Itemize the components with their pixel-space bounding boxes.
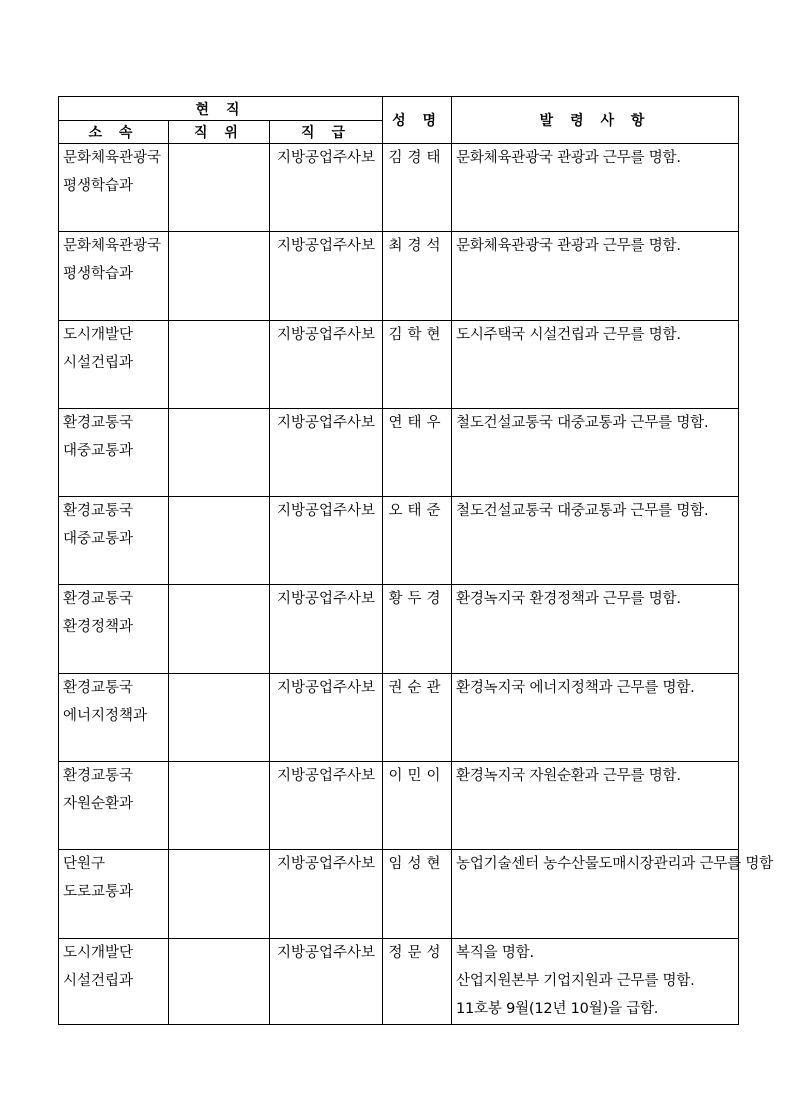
appointment-line: 문화체육관광국 관광과 근무를 명함.: [456, 150, 681, 166]
name-cell: 권순관: [383, 673, 452, 761]
table-row: [59, 497, 739, 585]
appointment-line: 환경녹지국 에너지정책과 근무를 명함.: [456, 679, 695, 696]
appointment-line: 문화체육관광국 관광과 근무를 명함.: [456, 238, 681, 255]
rank-cell: 지방공업주사보: [270, 762, 383, 850]
rank-cell: 지방공업주사보: [270, 938, 383, 1024]
affiliation-section: 시설건립과: [63, 972, 134, 989]
name-cell: 최경석: [383, 232, 452, 320]
post-cell: [169, 497, 270, 585]
post-cell: [169, 585, 270, 673]
header-post: 직 위: [169, 121, 270, 144]
table-row: [59, 673, 739, 761]
appointment-line: 농업기술센터 농수산물도매시장관리과 근무를 명함: [456, 856, 774, 873]
post-cell: [169, 144, 270, 232]
affiliation-cell: [59, 850, 169, 938]
affiliation-cell: [59, 497, 169, 585]
table-row: [59, 850, 739, 938]
post-cell: [169, 673, 270, 761]
name-cell: 김학현: [383, 320, 452, 408]
appointment-cell: [452, 144, 739, 232]
post-cell: [169, 320, 270, 408]
affiliation-section: 대중교통과: [63, 442, 134, 459]
appointment-cell: [452, 762, 739, 850]
appointment-line: 도시주택국 시설건립과 근무를 명함.: [456, 326, 681, 343]
appointment-cell: [452, 673, 739, 761]
table-row: [59, 320, 739, 408]
rank-cell: 지방공업주사보: [270, 497, 383, 585]
post-cell: [169, 408, 270, 496]
rank-cell: 지방공업주사보: [270, 673, 383, 761]
affiliation-division: 문화체육관광국: [63, 150, 162, 166]
appointment-line: 철도건설교통국 대중교통과 근무를 명함.: [456, 414, 709, 431]
appointment-cell: [452, 320, 739, 408]
rank-cell: 지방공업주사보: [270, 585, 383, 673]
affiliation-section: 평생학습과: [63, 178, 134, 194]
header-appointment: 발 령 사 항: [452, 97, 739, 144]
table-body: [59, 144, 774, 1025]
affiliation-section: 시설건립과: [63, 354, 134, 371]
header-name: 성 명: [383, 97, 452, 144]
affiliation-section: 환경정책과: [63, 619, 134, 636]
post-cell: [169, 850, 270, 938]
affiliation-cell: [59, 938, 169, 1024]
affiliation-section: 평생학습과: [63, 266, 134, 283]
appointment-line: 11호봉 9월(12년 10월)을 급함.: [456, 1000, 659, 1017]
rank-cell: 지방공업주사보: [270, 232, 383, 320]
affiliation-division: 단원구: [63, 856, 106, 873]
table-row: [59, 408, 739, 496]
name-cell: 연태우: [383, 408, 452, 496]
affiliation-section: 도로교통과: [63, 884, 134, 901]
affiliation-cell: [59, 320, 169, 408]
rank-cell: 지방공업주사보: [270, 144, 383, 232]
affiliation-cell: [59, 408, 169, 496]
affiliation-cell: [59, 585, 169, 673]
rank-cell: 지방공업주사보: [270, 408, 383, 496]
post-cell: [169, 232, 270, 320]
appointment-cell: [452, 938, 739, 1024]
header-current-position: 현 직: [59, 97, 383, 121]
name-cell: 김경태: [383, 144, 452, 232]
appointment-line: 환경녹지국 자원순환과 근무를 명함.: [456, 768, 681, 785]
table-row: [59, 232, 739, 320]
appointment-line: 철도건설교통국 대중교통과 근무를 명함.: [456, 503, 709, 520]
affiliation-cell: [59, 762, 169, 850]
post-cell: [169, 762, 270, 850]
appointment-line: 산업지원본부 기업지원과 근무를 명함.: [456, 972, 695, 989]
affiliation-division: 문화체육관광국: [63, 238, 162, 255]
appointment-cell: [452, 232, 739, 320]
affiliation-division: 환경교통국: [63, 591, 134, 608]
personnel-table: [58, 96, 774, 1025]
affiliation-division: 환경교통국: [63, 768, 134, 785]
affiliation-cell: [59, 232, 169, 320]
affiliation-division: 도시개발단: [63, 326, 134, 343]
affiliation-division: 환경교통국: [63, 503, 134, 520]
name-cell: 황두경: [383, 585, 452, 673]
affiliation-section: 에너지정책과: [63, 707, 148, 724]
affiliation-division: 환경교통국: [63, 414, 134, 431]
name-cell: 오태준: [383, 497, 452, 585]
appointment-cell: [452, 497, 739, 585]
rank-cell: 지방공업주사보: [270, 320, 383, 408]
table-row: [59, 762, 739, 850]
appointment-line: 복직을 명함.: [456, 944, 534, 961]
affiliation-division: 환경교통국: [63, 679, 134, 696]
affiliation-section: 대중교통과: [63, 531, 134, 548]
post-cell: [169, 938, 270, 1024]
affiliation-division: 도시개발단: [63, 944, 134, 961]
affiliation-cell: [59, 673, 169, 761]
table-row: [59, 144, 739, 232]
table-row: [59, 938, 739, 1024]
name-cell: 임성현: [383, 850, 452, 938]
affiliation-section: 자원순환과: [63, 796, 134, 813]
table-row: [59, 585, 739, 673]
appointment-cell: [452, 850, 774, 938]
appointment-line: 환경녹지국 환경정책과 근무를 명함.: [456, 591, 681, 608]
header-rank: 직 급: [270, 121, 383, 144]
appointment-cell: [452, 585, 739, 673]
rank-cell: 지방공업주사보: [270, 850, 383, 938]
affiliation-cell: [59, 144, 169, 232]
appointment-cell: [452, 408, 739, 496]
name-cell: 이민이: [383, 762, 452, 850]
name-cell: 정문성: [383, 938, 452, 1024]
header-affiliation: 소 속: [59, 121, 169, 144]
